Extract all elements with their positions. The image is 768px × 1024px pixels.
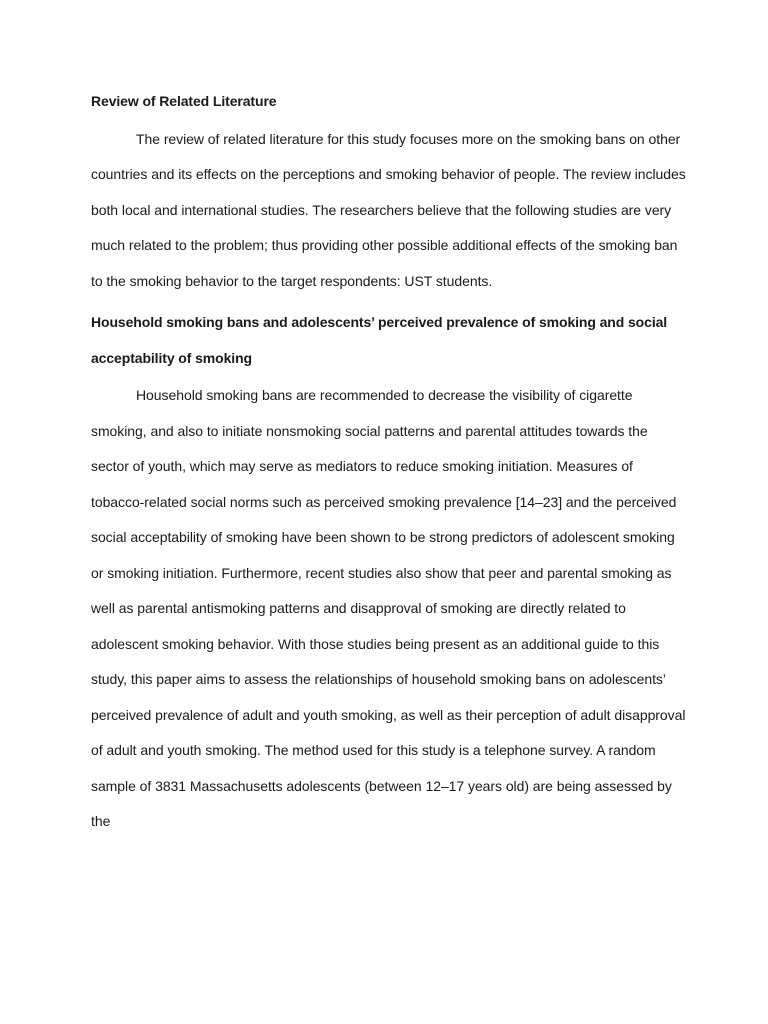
body-paragraph: Household smoking bans are recommended to decrease the visibility of cigarette smoking, and also to initiate nonsmoking social patterns and parental attitudes towards the sector of youth, which may serve as mediators to reduce smoking initiation. Measures of tobacco-related social norms such as perceived smoking prevalence [14–23] and the perceived social acceptability of smoking have been shown to be strong predictors of adolescent smoking or smoking initiation. Furthermore, recent studies also show that peer and parental smoking as well as parental antismoking patterns and disapproval of smoking are directly related to adolescent smoking behavior. With those studies being present as an additional guide to this study, this paper aims to assess the relationships of household smoking bans on adolescents’ perceived prevalence of adult and youth smoking, as well as their perception of adult disapproval of adult and youth smoking. The method used for this study is a telephone survey. A random sample of 3831 Massachusetts adolescents (between 12–17 years old) are being assessed by the [91,387,686,829]
intro-paragraph: The review of related literature for this study focuses more on the smoking bans on other countries and its effects on the perceptions and smoking behavior of people. The review includes both local and international studies. The researchers believe that the following studies are very much related to the problem; thus providing other possible additional effects of the smoking ban to the smoking behavior to the target respondents: UST students. [91,130,686,289]
subsection-heading: Household smoking bans and adolescents’ perceived prevalence of smoking and social acceptability of smoking [91,314,668,366]
section-title: Review of Related Literature [91,93,277,109]
document-body [91,84,687,840]
